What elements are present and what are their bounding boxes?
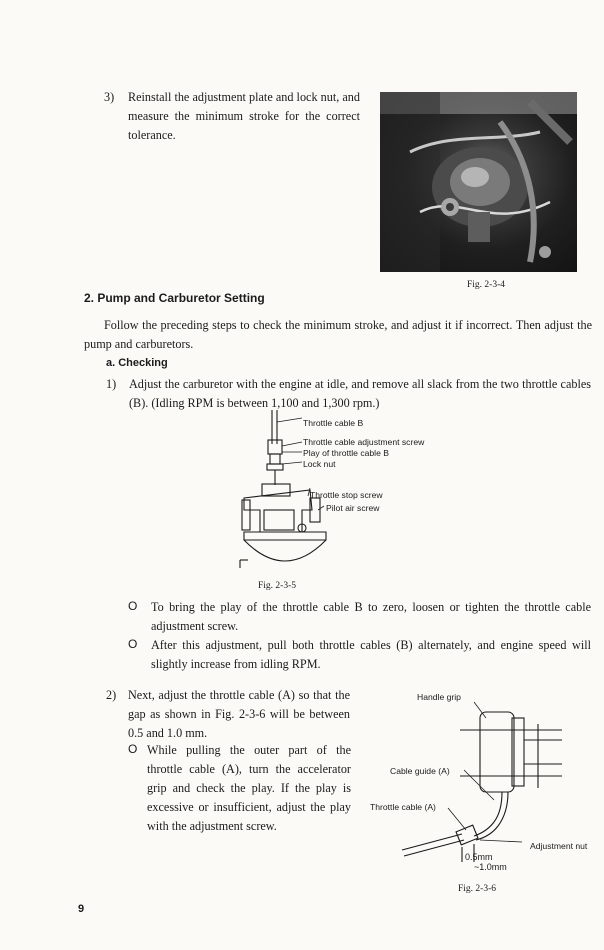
step2-number: 2) <box>106 688 117 702</box>
section-2-intro: Follow the preceding steps to check the minimum stroke, and adjust it if incorrect. Then adjust the pump and carburetors. <box>84 318 592 351</box>
page-number: 9 <box>78 903 85 915</box>
label-play-of-cable-b: Play of throttle cable B <box>303 448 389 458</box>
section-2-heading: 2. Pump and Carburetor Setting <box>84 291 265 305</box>
label-throttle-cable-b: Throttle cable B <box>303 418 364 428</box>
checking-heading: a. Checking <box>106 357 168 369</box>
bullet-1-mark: O <box>128 599 138 613</box>
bullet-1-text: To bring the play of the throttle cable B to zero, loosen or tighten the throttle cable adjustment screw. <box>151 600 591 633</box>
label-throttle-cable-a: Throttle cable (A) <box>370 802 436 812</box>
fig-2-3-5-caption: Fig. 2-3-5 <box>258 581 296 591</box>
bullet-2-text: After this adjustment, pull both throttle cables (B) alternately, and engine speed will slightly increase from idling RPM. <box>151 638 591 671</box>
label-gap-min: 0.5mm <box>465 852 493 862</box>
step2-bullet-text: While pulling the outer part of the throttle cable (A), turn the accelerator grip and check the play. If the play is excessive or insufficient, adjust the play with the adjustment screw. <box>147 743 351 833</box>
fig-2-3-6-caption: Fig. 2-3-6 <box>458 884 496 894</box>
label-adjustment-nut: Adjustment nut <box>530 841 588 851</box>
label-throttle-stop-screw: Throttle stop screw <box>310 490 383 500</box>
step3-number: 3) <box>104 90 115 104</box>
step2-text: Next, adjust the throttle cable (A) so that the gap as shown in Fig. 2-3-6 will be between 0.5 and 1.0 mm. <box>128 688 350 740</box>
label-cable-guide-a: Cable guide (A) <box>390 766 450 776</box>
label-handle-grip: Handle grip <box>417 692 461 702</box>
step3-text: Reinstall the adjustment plate and lock nut, and measure the minimum stroke for the correct tolerance. <box>128 90 360 142</box>
engine-photo-illustration <box>380 92 577 272</box>
checking-step1-text: Adjust the carburetor with the engine at idle, and remove all slack from the two throttle cables (B). (Idling RPM is between 1,100 and 1,300 rpm.) <box>129 377 591 410</box>
label-adjustment-screw: Throttle cable adjustment screw <box>303 437 425 447</box>
fig-2-3-4-caption: Fig. 2-3-4 <box>467 280 505 290</box>
label-pilot-air-screw: Pilot air screw <box>326 503 380 513</box>
bullet-2-mark: O <box>128 637 138 651</box>
checking-step1-number: 1) <box>106 377 117 391</box>
label-gap-max: ~1.0mm <box>474 862 507 872</box>
step2-bullet-mark: O <box>128 742 138 756</box>
label-lock-nut: Lock nut <box>303 459 336 469</box>
carburetor-photo <box>380 92 577 272</box>
